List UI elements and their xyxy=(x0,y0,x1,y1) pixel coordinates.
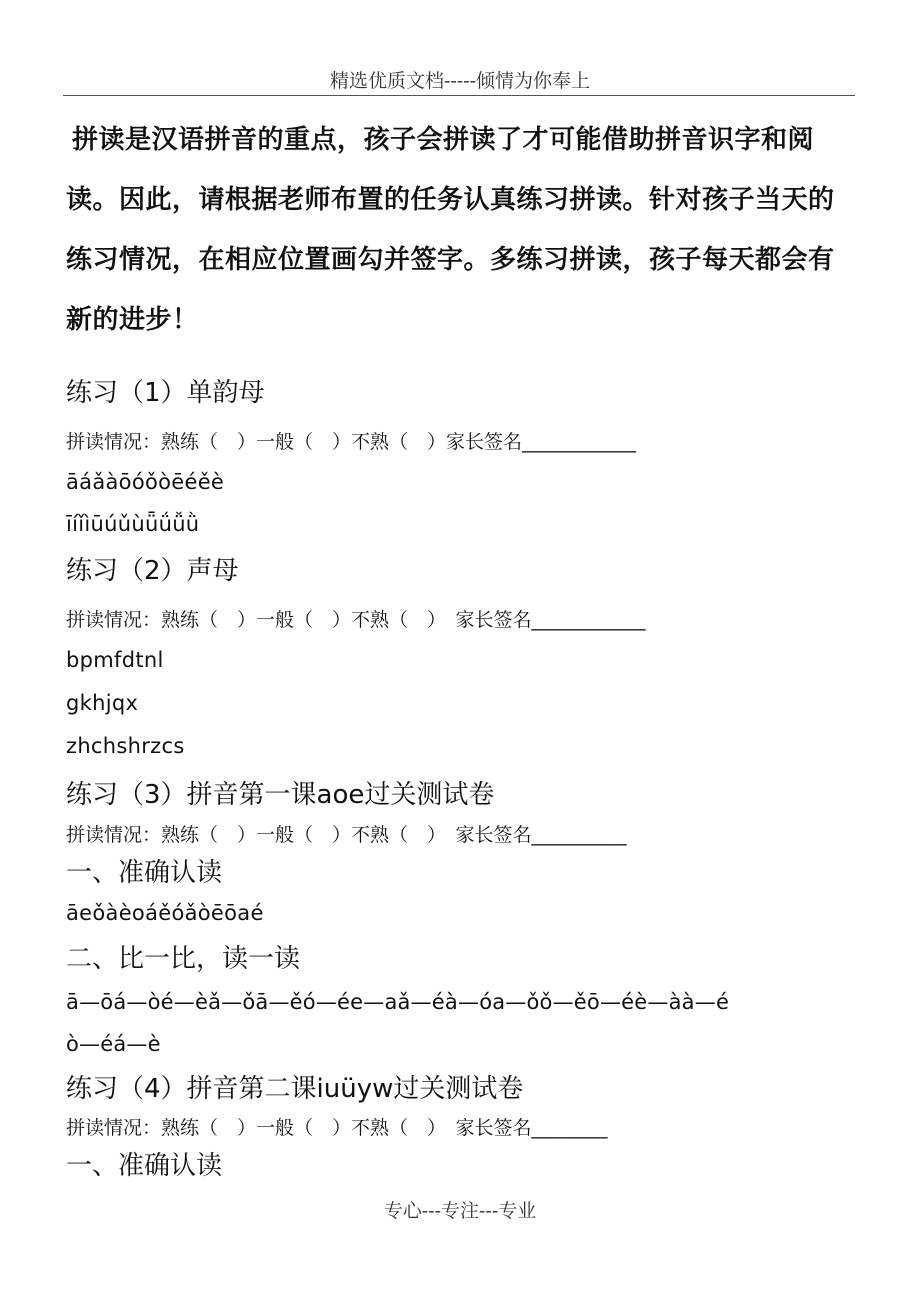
header-divider xyxy=(63,95,855,96)
page-footer: 专心---专注---专业 xyxy=(383,1200,537,1222)
exercise-3-status: 拼读情况：熟练（ ）一般（ ）不熟（ ） 家长签名__________ xyxy=(66,824,627,846)
exercise-1-vowels-row-2: īíǐìūúǔùǖǘǚǜ xyxy=(66,512,200,536)
exercise-3-compare-row-1: ā—ōá—òé—èǎ—ǒā—ěó—ée—aǎ—éà—óa—ǒǒ—ěō—éè—àà—é xyxy=(66,990,730,1014)
exercise-3-reading-row: āeǒàèoáěóǎòēōaé xyxy=(66,901,264,925)
exercise-2-title: 练习（2）声母 xyxy=(66,556,239,586)
exercise-4-status: 拼读情况：熟练（ ）一般（ ）不熟（ ） 家长签名________ xyxy=(66,1117,608,1139)
exercise-3-section-1-heading: 一、准确认读 xyxy=(66,858,223,888)
exercise-1-title: 练习（1）单韵母 xyxy=(66,378,265,408)
exercise-3-section-2-heading: 二、比一比，读一读 xyxy=(66,944,301,974)
exercise-1-status: 拼读情况：熟练（ ）一般（ ）不熟（ ）家长签名____________ xyxy=(66,431,637,453)
exercise-2-initials-row-2: gkhjqx xyxy=(66,691,139,715)
exercise-2-status: 拼读情况：熟练（ ）一般（ ）不熟（ ） 家长签名____________ xyxy=(66,609,646,631)
exercise-4-section-1-heading: 一、准确认读 xyxy=(66,1151,223,1181)
exercise-2-initials-row-1: bpmfdtnl xyxy=(66,648,164,672)
page-header: 精选优质文档-----倾情为你奉上 xyxy=(329,70,591,92)
exercise-3-title: 练习（3）拼音第一课aoe过关测试卷 xyxy=(66,780,495,810)
exercise-2-initials-row-3: zhchshrzcs xyxy=(66,734,185,758)
intro-paragraph: 拼读是汉语拼音的重点，孩子会拼读了才可能借助拼音识字和阅读。因此，请根据老师布置的任务认真练习拼读。针对孩子当天的练习情况，在相应位置画勾并签字。多练习拼读，孩子每天都会有新的进步！ xyxy=(66,125,835,335)
exercise-4-title: 练习（4）拼音第二课iuüyw过关测试卷 xyxy=(66,1074,524,1104)
exercise-1-vowels-row-1: āáǎàōóǒòēéěè xyxy=(66,470,225,494)
exercise-3-compare-row-2: ò—éá—è xyxy=(66,1032,161,1056)
